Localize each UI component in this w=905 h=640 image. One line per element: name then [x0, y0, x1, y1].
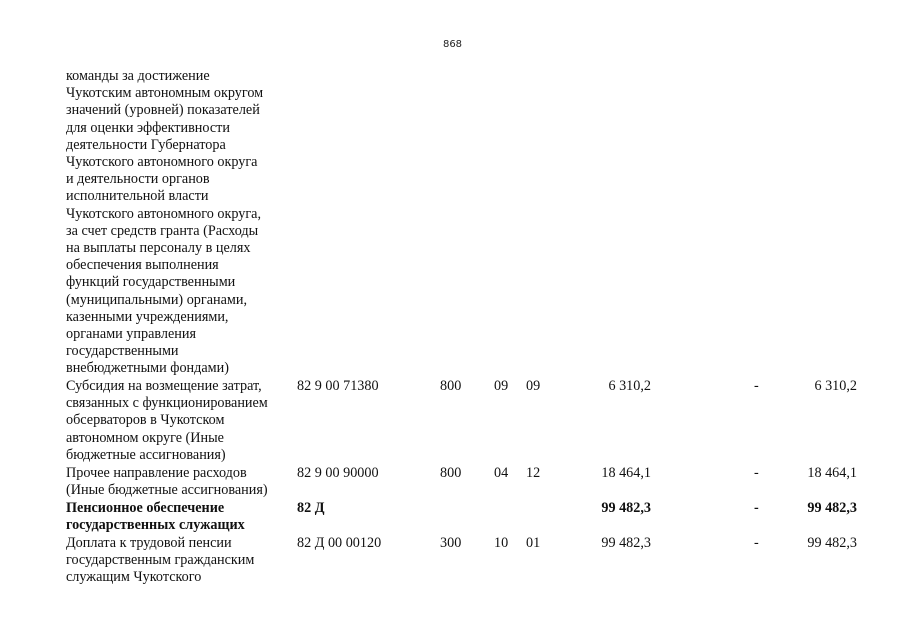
expense-type: 300 — [440, 535, 462, 551]
expense-type: 800 — [440, 465, 462, 481]
subsection-code: 01 — [526, 535, 541, 551]
amount-change: - — [754, 535, 759, 551]
page-number: 868 — [442, 39, 463, 50]
amount-final: 99 482,3 — [807, 500, 857, 516]
amount-original: 99 482,3 — [601, 500, 651, 516]
amount-original: 6 310,2 — [608, 378, 651, 394]
section-code: 09 — [494, 378, 509, 394]
target-code: 82 Д — [297, 500, 325, 516]
expense-type: 800 — [440, 378, 462, 394]
amount-original: 18 464,1 — [601, 465, 651, 481]
row-description: команды за достижение Чукотским автономным округом значений (уровней) показателей для оценки эффективности деятельности Губернатора Чукотского автономного округа и деятельности органов исполнительной власти Чукотского автономного округа, за счет средств гранта (Расходы на выплаты персоналу в целях обеспечения выполнения функций государственными (муниципальными) органами, казенными учреждениями, органами управления государственными внебюджетными фондами) — [66, 68, 264, 377]
row-description: Субсидия на возмещение затрат, связанных с функционированием обсерваторов в Чукотском автономном округе (Иные бюджетные ассигнования) — [66, 378, 268, 463]
section-code: 04 — [494, 465, 509, 481]
subsection-code: 09 — [526, 378, 541, 394]
amount-final: 6 310,2 — [814, 378, 857, 394]
target-code: 82 Д 00 00120 — [297, 535, 382, 551]
target-code: 82 9 00 90000 — [297, 465, 379, 481]
subsection-code: 12 — [526, 465, 541, 481]
amount-final: 18 464,1 — [807, 465, 857, 481]
amount-change: - — [754, 465, 759, 481]
amount-final: 99 482,3 — [807, 535, 857, 551]
amount-change: - — [754, 500, 759, 516]
amount-change: - — [754, 378, 759, 394]
section-code: 10 — [494, 535, 509, 551]
amount-original: 99 482,3 — [601, 535, 651, 551]
row-description: Пенсионное обеспечение государственных служащих — [66, 500, 245, 534]
row-description: Прочее направление расходов (Иные бюджетные ассигнования) — [66, 465, 268, 499]
row-description: Доплата к трудовой пенсии государственным гражданским служащим Чукотского — [66, 535, 255, 586]
target-code: 82 9 00 71380 — [297, 378, 379, 394]
